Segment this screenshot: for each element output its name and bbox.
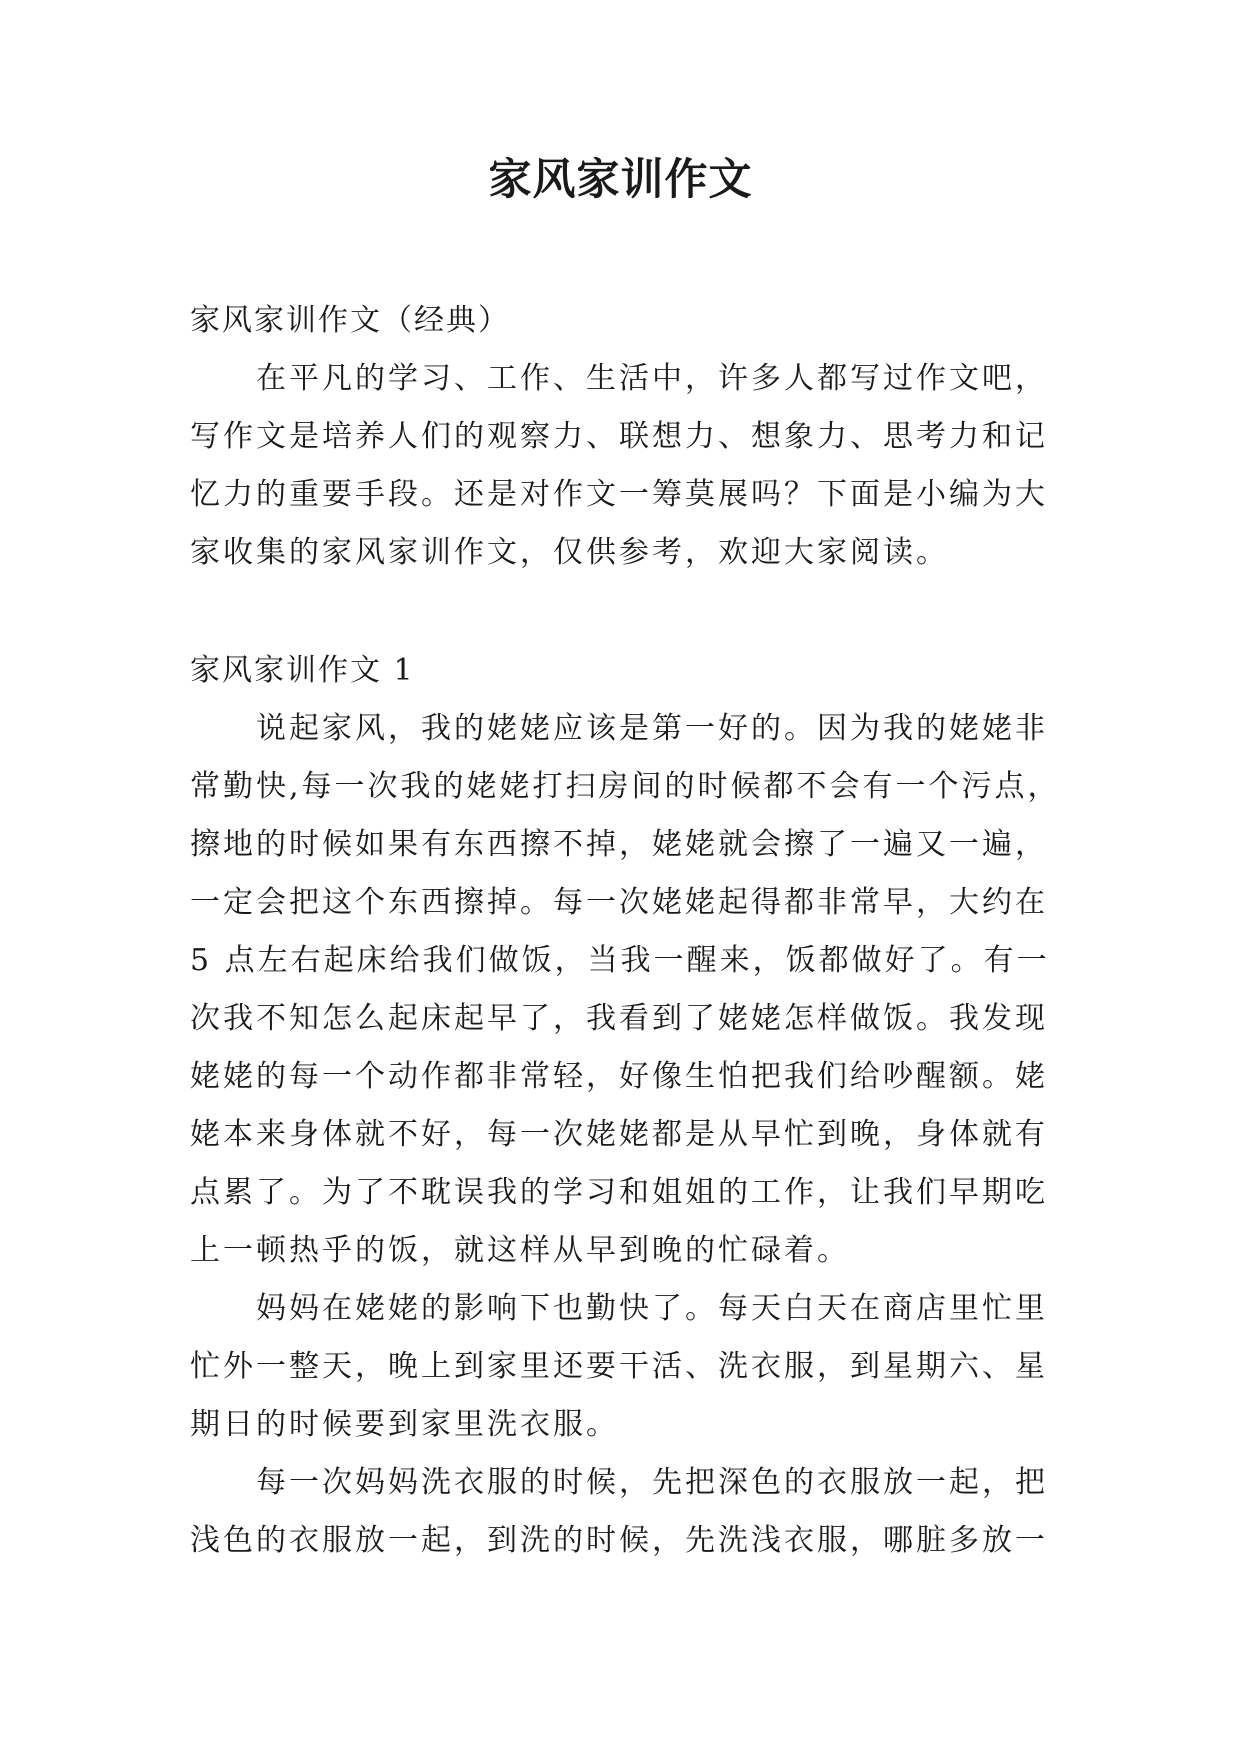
text-line: 说起家风，我的姥姥应该是第一好的。因为我的姥姥非 (256, 711, 1048, 746)
text-line: 写作文是培养人们的观察力、联想力、想象力、思考力和记 (190, 419, 1048, 454)
document-title: 家风家训作文 (488, 155, 753, 205)
text-line: 在平凡的学习、工作、生活中，许多人都写过作文吧， (256, 361, 1048, 396)
text-line: 浅色的衣服放一起，到洗的时候，先洗浅衣服，哪脏多放一 (190, 1523, 1048, 1558)
text-line: 常勤快,每一次我的姥姥打扫房间的时候都不会有一个污点， (190, 769, 1061, 804)
text-line: 忙外一整天，晚上到家里还要干活、洗衣服，到星期六、星 (190, 1349, 1048, 1384)
text-line: 每一次妈妈洗衣服的时候，先把深色的衣服放一起，把 (256, 1465, 1048, 1500)
text-line: 擦地的时候如果有东西擦不掉，姥姥就会擦了一遍又一遍， (190, 827, 1048, 862)
text-line: 忆力的重要手段。还是对作文一筹莫展吗？下面是小编为大 (190, 477, 1048, 512)
intro-heading: 家风家训作文（经典） (190, 303, 510, 338)
text-line: 点累了。为了不耽误我的学习和姐姐的工作，让我们早期吃 (190, 1175, 1048, 1210)
text-line: 姥本来身体就不好，每一次姥姥都是从早忙到晚，身体就有 (190, 1117, 1048, 1152)
text-line: 5 点左右起床给我们做饭，当我一醒来，饭都做好了。有一 (190, 943, 1050, 978)
essay1-paragraph-3 (190, 1454, 1070, 1570)
text-line: 次我不知怎么起床起早了，我看到了姥姥怎样做饭。我发现 (190, 1001, 1048, 1036)
essay1-paragraph-1 (190, 700, 1070, 1280)
text-line: 妈妈在姥姥的影响下也勤快了。每天白天在商店里忙里 (256, 1291, 1048, 1326)
intro-paragraph (190, 350, 1070, 582)
text-line: 姥姥的每一个动作都非常轻，好像生怕把我们给吵醒额。姥 (190, 1059, 1048, 1094)
document-body (190, 292, 1070, 1570)
essay1-paragraph-2 (190, 1280, 1070, 1454)
text-line: 家收集的家风家训作文，仅供参考，欢迎大家阅读。 (190, 535, 949, 570)
essay1-heading: 家风家训作文 1 (190, 653, 415, 688)
text-line: 一定会把这个东西擦掉。每一次姥姥起得都非常早，大约在 (190, 885, 1048, 920)
section-gap (190, 582, 1070, 642)
text-line: 上一顿热乎的饭，就这样从早到晚的忙碌着。 (190, 1233, 850, 1268)
text-line: 期日的时候要到家里洗衣服。 (190, 1407, 619, 1442)
